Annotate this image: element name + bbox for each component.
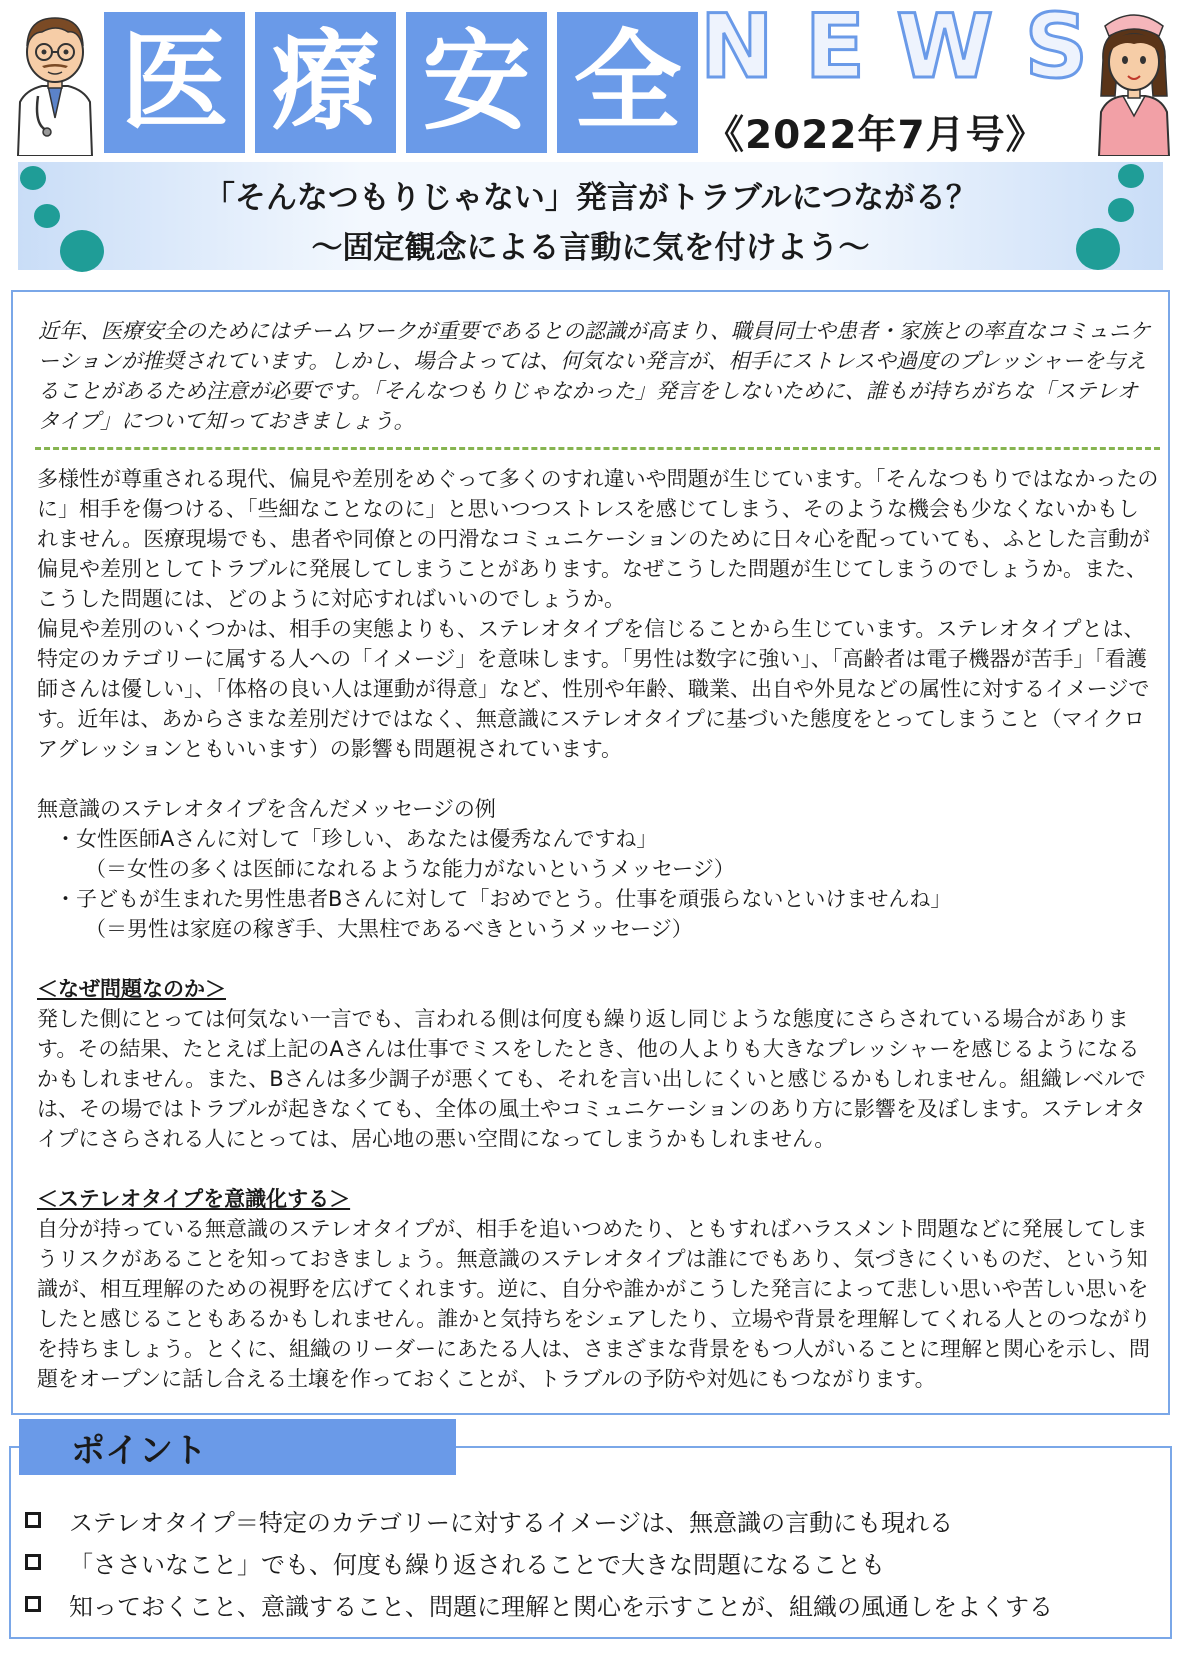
example-note: （＝女性の多くは医師になれるような能力がないというメッセージ） <box>85 857 735 881</box>
paragraph: 自分が持っている無意識のステレオタイプが、相手を追いつめたり、ともすればハラスメント問題などに発展してしまうリスクがあることを知っておきましょう。無意識のステレオタイプは誰にでもあり、気づきにくいものだ、という知識が、相互理解のための視野を広げてくれます。逆に、自分や誰かがこうした発言によって悲しい思いや苦しい思いをしたと感じることもあるかもしれません。誰かと気持ちをシェアしたり、立場や背景を理解してくれる人とのつながりを持ちましょう。とくに、組織のリーダーにあたる人は、さまざまな背景をもつ人がいることに理解と関心を示し、問題をオープンに話し合える土壌を作っておくことが、トラブルの予防や対処にもつながります。 <box>37 1217 1151 1391</box>
doctor-illustration <box>12 6 98 156</box>
point-item <box>25 1584 1165 1624</box>
decorative-dot <box>20 166 46 190</box>
decorative-dot <box>1108 198 1134 222</box>
title-tile: 療 <box>255 12 396 153</box>
section-heading: ＜ステレオタイプを意識化する＞ <box>37 1187 351 1211</box>
headline: 「そんなつもりじゃない」発言がトラブルにつながる？ <box>203 180 978 216</box>
section-heading: ＜なぜ問題なのか＞ <box>37 977 226 1001</box>
news-letter: E <box>804 0 866 98</box>
paragraph: 発した側にとっては何気ない一言でも、言われる側は何度も繰り返し同じような態度にさらされている場合があります。その結果、たとえば上記のAさんは仕事でミスをしたとき、他の人よりも大きなプレッシャーを感じるようになるかもしれません。また、Bさんは多少調子が悪くても、それを言い出しにくいと感じるかもしれません。組織レベルでは、その場ではトラブルが起きなくても、全体の風土やコミュニケーションのあり方に影響を及ぼします。ステレオタイプにさらされる人にとっては、居心地の悪い空間になってしまうかもしれません。 <box>37 1007 1146 1151</box>
decorative-dot <box>1076 228 1120 270</box>
news-letter: N <box>700 0 774 98</box>
nurse-illustration <box>1091 0 1177 156</box>
article-box <box>11 290 1170 1415</box>
title-tile: 全 <box>557 12 698 153</box>
news-letter: S <box>1024 0 1088 98</box>
title-tile: 医 <box>104 12 245 153</box>
headline-banner <box>18 162 1163 270</box>
paragraph: 多様性が尊重される現代、偏見や差別をめぐって多くのすれ違いや問題が生じています。「そんなつもりではなかったのに」相手を傷つける、「些細なことなのに」と思いつつストレスを感じてしまう、そのような機会も少なくないかもしれません。医療現場でも、患者や同僚との円滑なコミュニケーションのために日々心を配っていても、ふとした言動が偏見や差別としてトラブルに発展してしまうことがあります。なぜこうした問題が生じてしまうのでしょうか。また、こうした問題には、どのように対応すればいいのでしょうか。 <box>37 467 1159 611</box>
points-list <box>25 1500 1165 1624</box>
title-tile: 安 <box>406 12 547 153</box>
point-text: ステレオタイプ＝特定のカテゴリーに対するイメージは、無意識の言動にも現れる <box>69 1508 954 1537</box>
checkbox-icon <box>25 1554 41 1570</box>
intro-text: 近年、医療安全のためにはチームワークが重要であるとの認識が高まり、職員同士や患者・家族との率直なコミュニケーションが推奨されています。しかし、場合よっては、何気ない発言が、相手にストレスや過度のプレッシャーを与えることがあるため注意が必要です。「そんなつもりじゃなかった」発言をしないために、誰もが持ちがちな「ステレオタイプ」について知っておきましょう。 <box>38 319 1151 433</box>
point-text: 知っておくこと、意識すること、問題に理解と関心を示すことが、組織の風通しをよくする <box>69 1592 1053 1621</box>
divider <box>35 447 1160 450</box>
points-title: ポイント <box>19 1419 456 1475</box>
checkbox-icon <box>25 1596 41 1612</box>
example-item: ・子どもが生まれた男性患者Bさんに対して「おめでとう。仕事を頑張らないといけませんね」 <box>55 887 952 911</box>
examples-title: 無意識のステレオタイプを含んだメッセージの例 <box>37 797 496 821</box>
example-item: ・女性医師Aさんに対して「珍しい、あなたは優秀なんですね」 <box>55 827 658 851</box>
issue-date: 《2022年7月号》 <box>705 113 1046 158</box>
decorative-dot <box>34 204 60 228</box>
decorative-dot <box>1118 164 1144 188</box>
decorative-dot <box>60 230 104 272</box>
example-note: （＝男性は家庭の稼ぎ手、大黒柱であるべきというメッセージ） <box>85 917 693 941</box>
paragraph: 偏見や差別のいくつかは、相手の実態よりも、ステレオタイプを信じることから生じています。ステレオタイプとは、特定のカテゴリーに属する人への「イメージ」を意味します。「男性は数字に強い」、「高齢者は電子機器が苦手」「看護師さんは優しい」、「体格の良い人は運動が得意」など、性別や年齢、職業、出自や外見などの属性に対するイメージです。近年は、あからさまな差別だけではなく、無意識にステレオタイプに基づいた態度をとってしまうこと（マイクロアグレッションともいいます）の影響も問題視されています。 <box>37 617 1150 761</box>
point-text: 「ささいなこと」でも、何度も繰り返されることで大きな問題になることも <box>69 1550 885 1579</box>
news-wordmark <box>700 0 1088 98</box>
checkbox-icon <box>25 1512 41 1528</box>
point-item <box>25 1500 1165 1540</box>
title-tiles <box>104 12 698 153</box>
point-item <box>25 1542 1165 1582</box>
article-body <box>37 464 1159 1394</box>
subheadline: ～固定観念による言動に気を付けよう～ <box>311 230 870 266</box>
news-letter: W <box>896 0 994 98</box>
